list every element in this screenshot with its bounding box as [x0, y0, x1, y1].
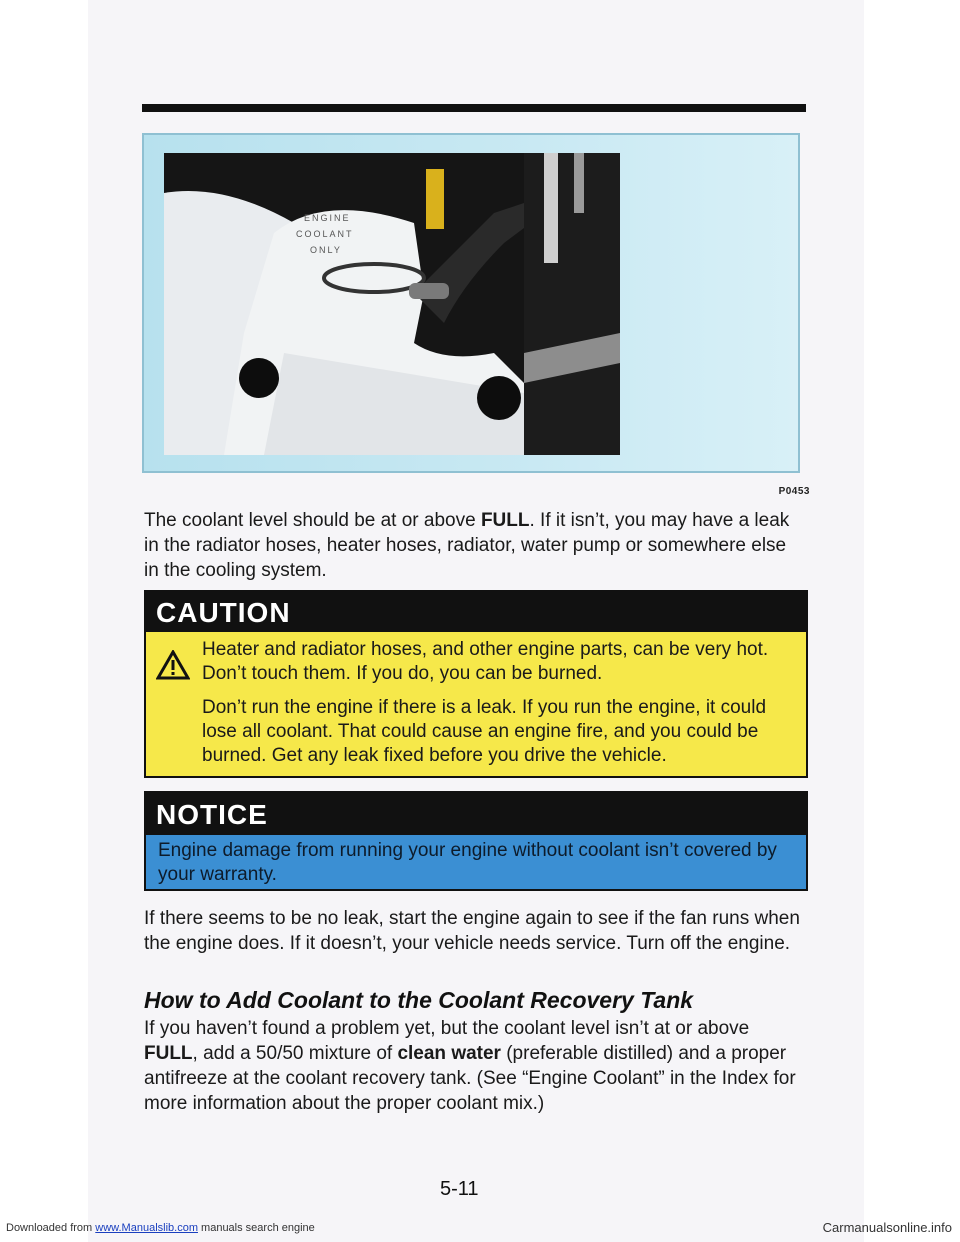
notice-text: Engine damage from running your engine without coolant isn’t covered by your warranty.	[158, 840, 777, 885]
cap-label-2: COOLANT	[296, 229, 354, 239]
top-rule	[142, 104, 806, 112]
manualslib-link[interactable]: www.Manualslib.com	[95, 1222, 198, 1234]
caution-box	[144, 590, 808, 778]
photo-image	[164, 153, 760, 455]
cap-label-3: ONLY	[310, 245, 342, 255]
page-number: 5-11	[440, 1178, 479, 1200]
notice-box	[144, 791, 808, 891]
cap-label-1: ENGINE	[304, 213, 351, 223]
notice-title: NOTICE	[146, 793, 806, 835]
caution-paragraph-2: Don’t run the engine if there is a leak. If you run the engine, it could lose all coolant. That could cause an engine fire, and you could be burned. Get any leak fixed before you drive the vehicle.	[202, 697, 767, 766]
caution-title: CAUTION	[146, 592, 806, 632]
paragraph-no-leak: If there seems to be no leak, start the engine again to see if the fan runs when the engine does. If it doesn’t, your vehicle needs service. Turn off the engine.	[144, 908, 800, 954]
coolant-tank-photo	[142, 133, 800, 473]
download-watermark: Downloaded from www.Manualslib.com manuals search engine	[6, 1222, 315, 1234]
section-heading: How to Add Coolant to the Coolant Recovery Tank	[144, 987, 694, 1013]
warning-triangle-icon	[156, 650, 190, 680]
figure-code: P0453	[778, 486, 810, 497]
paragraph-add-coolant: If you haven’t found a problem yet, but the coolant level isn’t at or above FULL, add a 50/50 mixture of clean water (preferable distilled) and a proper antifreeze at the coolant recovery tank. (See “Engine Coolant” in the Index for more information about the proper coolant mix.)	[144, 1018, 796, 1114]
site-watermark: Carmanualsonline.info	[822, 1220, 952, 1235]
paragraph-coolant-level: The coolant level should be at or above FULL. If it isn’t, you may have a leak in the radiator hoses, heater hoses, radiator, water pump or somewhere else in the cooling system.	[144, 510, 790, 581]
caution-paragraph-1: Heater and radiator hoses, and other engine parts, can be very hot. Don’t touch them. If you do, you can be burned.	[202, 639, 769, 684]
